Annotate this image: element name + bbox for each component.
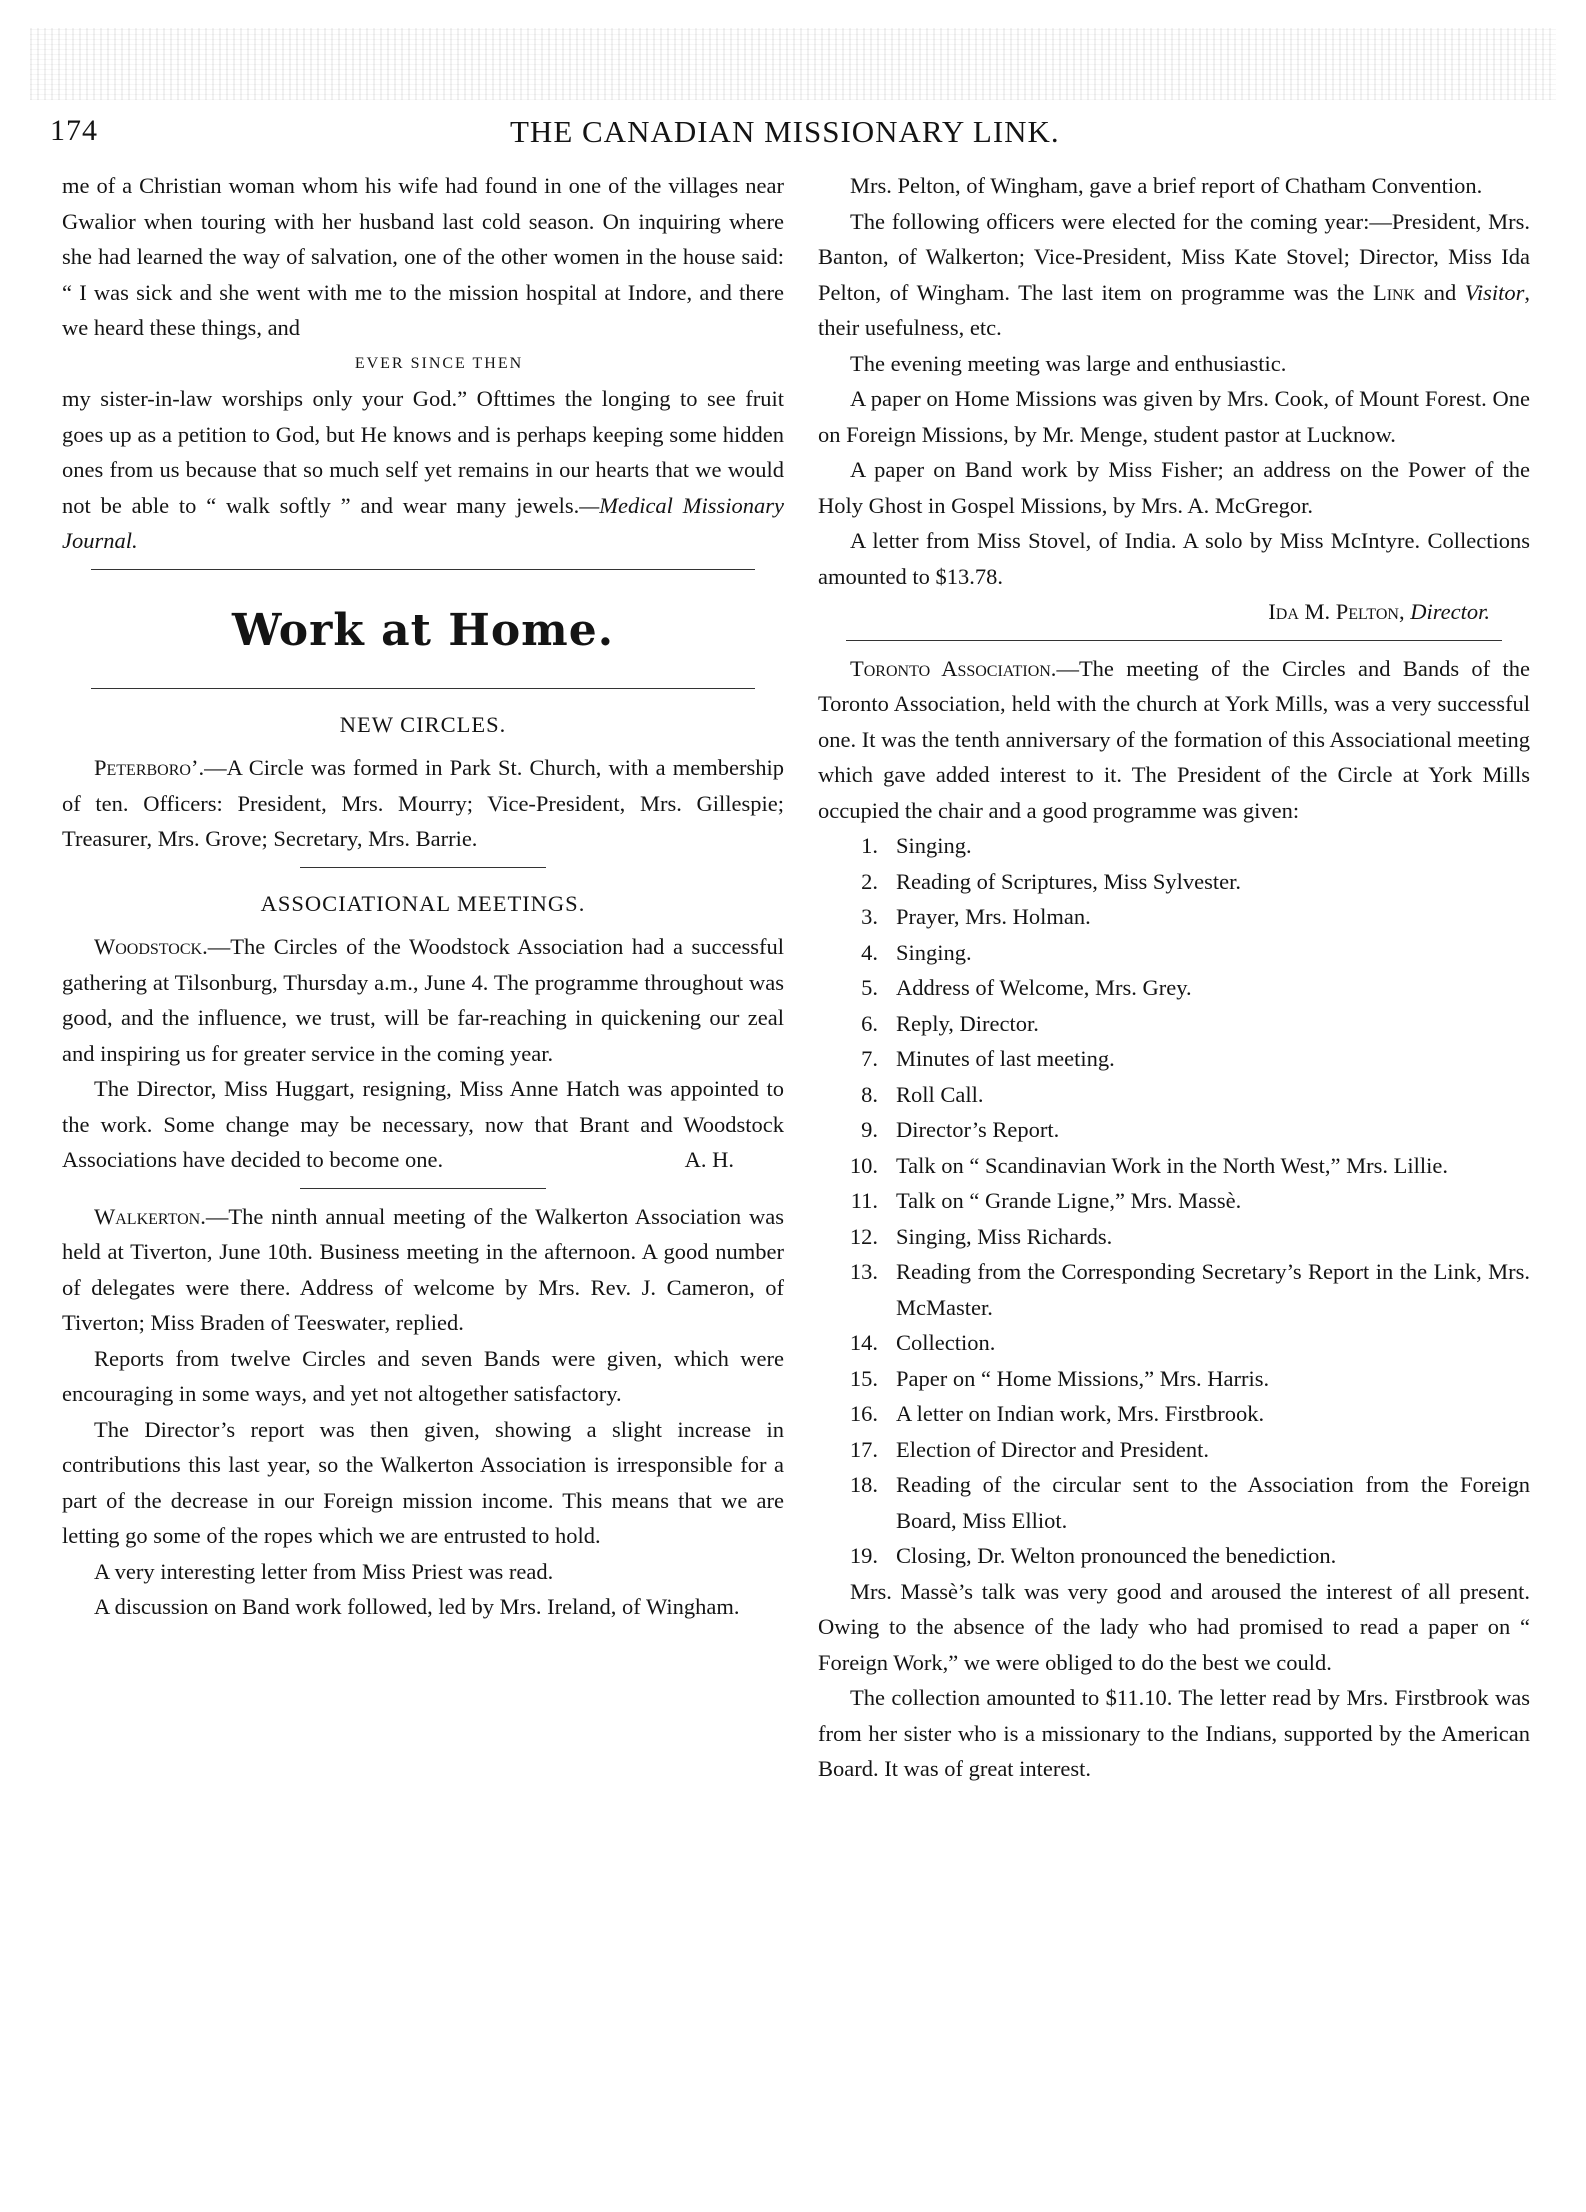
list-item-number: 6.: [861, 1010, 878, 1036]
intro-paragraph-1: me of a Christian woman whom his wife had found in one of the villages near Gwalior when touring with her husband last cold season. On inquiring where she had learned the way of salvation, one of the other women in the house said: “ I was sick and she went with me to the mission hospital at Indore, and there we heard these things, and: [62, 173, 784, 340]
peterboro-name: Peterboro’.: [94, 755, 205, 780]
list-item-text: Singing.: [896, 939, 972, 965]
right-paragraph-5: A paper on Band work by Miss Fisher; an address on the Power of the Holy Ghost in Gospel Missions, by Mrs. A. McGregor.: [818, 457, 1530, 518]
toronto-paragraph-1: [818, 651, 1530, 829]
list-item-text: Minutes of last meeting.: [896, 1046, 1115, 1071]
list-item-text: Reading of the circular sent to the Association from the Foreign Board, Miss Elliot.: [896, 1472, 1530, 1533]
director-signature: [818, 594, 1530, 630]
list-item-number: 1.: [861, 833, 878, 858]
list-item: [818, 1361, 1530, 1397]
list-item: [818, 1432, 1530, 1468]
right-paragraph-2a: The following officers were elected for the coming year:—President, Mrs. Banton, of Walkerton; Vice-President, Miss Kate Stovel; Director, Miss Ida Pelton, of Wingham. The last item on programme was the: [818, 208, 1530, 305]
list-item: [818, 1254, 1530, 1325]
list-item-text: Election of Director and President.: [896, 1436, 1210, 1462]
associational-meetings-heading: ASSOCIATIONAL MEETINGS.: [260, 890, 586, 916]
list-item: [818, 1538, 1530, 1574]
woodstock-text-1: —The Circles of the Woodstock Association had a successful gathering at Tilsonburg, Thursday a.m., June 4. The programme throughout was good, and the influence, we trust, will be far-reaching in quickening our zeal and inspiring us for greater service in the coming year.: [62, 934, 784, 1066]
intro-source: —Medical Missionary Journal.: [62, 492, 784, 553]
link-name: Link: [1372, 279, 1416, 305]
peterboro-paragraph: [62, 750, 784, 857]
right-column: [818, 168, 1530, 1787]
toronto-name: Toronto Association.: [850, 655, 1057, 681]
list-item-number: 15.: [849, 1365, 878, 1391]
list-item-number: 12.: [849, 1223, 878, 1249]
right-paragraph-6: A letter from Miss Stovel, of India. A solo by Miss McIntyre. Collections amounted to $13.78.: [818, 528, 1530, 589]
divider: [846, 640, 1501, 641]
list-item: [818, 899, 1530, 935]
divider: [91, 569, 755, 570]
list-item-number: 14.: [849, 1330, 878, 1355]
list-item-number: 11.: [850, 1188, 878, 1213]
right-paragraph-4: A paper on Home Missions was given by Mrs. Cook, of Mount Forest. One on Foreign Missions, by Mr. Menge, student pastor at Lucknow.: [818, 386, 1530, 447]
divider: [91, 688, 755, 689]
ever-since-heading: EVER SINCE THEN: [354, 354, 524, 372]
walkerton-paragraph-3: The Director’s report was then given, showing a slight increase in contributions this last year, so the Walkerton Association is irresponsible for a part of the decrease in our Foreign mission income. This means that we are letting go some of the ropes which we are entrusted to hold.: [62, 1416, 784, 1548]
list-item-number: 9.: [861, 1117, 878, 1142]
right-paragraph-2b: , their usefulness, etc.: [818, 279, 1530, 340]
list-item-number: 7.: [861, 1046, 878, 1071]
list-item-text: Reading of Scriptures, Miss Sylvester.: [896, 868, 1241, 894]
list-item: [818, 970, 1530, 1006]
right-paragraph-1: Mrs. Pelton, of Wingham, gave a brief report of Chatham Convention.: [850, 173, 1483, 198]
toronto-paragraph-2: Mrs. Massè’s talk was very good and aroused the interest of all present. Owing to the absence of the lady who had promised to read a paper on “ Foreign Work,” we were obliged to do the best we could.: [818, 1578, 1530, 1675]
right-paragraph-3: The evening meeting was large and enthusiastic.: [850, 350, 1287, 376]
list-item-text: Singing, Miss Richards.: [896, 1223, 1113, 1249]
woodstock-signature: A. H.: [684, 1147, 734, 1172]
peterboro-text: —A Circle was formed in Park St. Church, with a membership of ten. Officers: President, Mrs. Mourry; Vice-President, Mrs. Gillespie; Treasurer, Mrs. Grove; Secretary, Mrs. Barrie.: [62, 755, 784, 851]
list-item: [818, 935, 1530, 971]
divider: [300, 1188, 545, 1189]
list-item-text: Roll Call.: [896, 1081, 984, 1107]
signature-name: Ida M. Pelton,: [1268, 599, 1405, 624]
list-item-number: 8.: [861, 1081, 878, 1107]
list-item: [818, 864, 1530, 900]
list-item: [818, 1041, 1530, 1077]
walkerton-paragraph-1: [62, 1199, 784, 1341]
list-item-text: Collection.: [896, 1330, 996, 1355]
list-item: [818, 1396, 1530, 1432]
list-item-text: Reply, Director.: [896, 1010, 1039, 1036]
list-item: [818, 1006, 1530, 1042]
list-item-number: 4.: [861, 939, 878, 965]
list-item-number: 2.: [861, 868, 878, 894]
woodstock-paragraph-2: [62, 1071, 784, 1178]
new-circles-heading: NEW CIRCLES.: [339, 711, 507, 737]
toronto-text-1: —The meeting of the Circles and Bands of the Toronto Association, held with the church at York Mills, was a very successful one. It was the tenth anniversary of the formation of this Associational meeting which gave added interest to it. The President of the Circle at York Mills occupied the chair and a good programme was given:: [818, 655, 1530, 823]
scan-noise-band: [30, 28, 1556, 100]
list-item-number: 3.: [861, 904, 878, 929]
list-item-number: 17.: [849, 1436, 878, 1462]
left-column: [62, 168, 784, 1625]
list-item-number: 5.: [861, 975, 878, 1000]
list-item-text: A letter on Indian work, Mrs. Firstbrook.: [896, 1401, 1265, 1426]
list-item: [818, 1467, 1530, 1538]
walkerton-paragraph-4: A very interesting letter from Miss Priest was read.: [94, 1558, 554, 1584]
toronto-paragraph-3: The collection amounted to $11.10. The letter read by Mrs. Firstbrook was from her sister who is a missionary to the Indians, supported by the American Board. It was of great interest.: [818, 1685, 1530, 1781]
walkerton-paragraph-2: Reports from twelve Circles and seven Bands were given, which were encouraging in some ways, and yet not altogether satisfactory.: [62, 1345, 784, 1406]
list-item: [818, 1183, 1530, 1219]
woodstock-text-2: The Director, Miss Huggart, resigning, Miss Anne Hatch was appointed to the work. Some change may be necessary, now that Brant and Woodstock Associations have decided to become one.: [62, 1076, 784, 1172]
walkerton-paragraph-5: A discussion on Band work followed, led by Mrs. Ireland, of Wingham.: [94, 1594, 740, 1619]
list-item: [818, 1219, 1530, 1255]
walkerton-name: Walkerton.: [94, 1203, 206, 1229]
list-item-text: Closing, Dr. Welton pronounced the benediction.: [896, 1543, 1337, 1568]
page-header: [50, 112, 1550, 162]
intro-paragraph-2: [62, 381, 784, 559]
list-item: [818, 1112, 1530, 1148]
programme-list: [818, 828, 1530, 1574]
list-item-text: Prayer, Mrs. Holman.: [896, 904, 1091, 929]
list-item-number: 18.: [849, 1472, 878, 1497]
right-paragraph-2: [818, 204, 1530, 346]
woodstock-name: Woodstock.: [94, 934, 208, 959]
list-item-text: Director’s Report.: [896, 1117, 1060, 1142]
list-item: [818, 1148, 1530, 1184]
list-item-number: 16.: [849, 1401, 878, 1426]
list-item-number: 10.: [849, 1152, 878, 1178]
list-item-text: Talk on “ Grande Ligne,” Mrs. Massè.: [896, 1188, 1242, 1213]
visitor-name: Visitor: [1464, 279, 1525, 305]
list-item: [818, 828, 1530, 864]
list-item-text: Singing.: [896, 833, 972, 858]
list-item-text: Talk on “ Scandinavian Work in the North West,” Mrs. Lillie.: [896, 1152, 1448, 1178]
intro-paragraph-2-text: my sister-in-law worships only your God.” Ofttimes the longing to see fruit goes up as a petition to God, but He knows and is perhaps keeping some hidden ones from us because that so much self yet remains in our hearts that we would not be able to “ walk softly ” and wear many jewels.: [62, 386, 784, 518]
list-item-number: 13.: [849, 1259, 878, 1284]
list-item-text: Paper on “ Home Missions,” Mrs. Harris.: [896, 1365, 1270, 1391]
list-item-number: 19.: [849, 1543, 878, 1568]
woodstock-paragraph-1: [62, 929, 784, 1071]
divider: [300, 867, 545, 868]
section-title: Work at Home.: [231, 604, 615, 656]
list-item-text: Reading from the Corresponding Secretary’s Report in the Link, Mrs. McMaster.: [896, 1259, 1530, 1320]
journal-title: THE CANADIAN MISSIONARY LINK.: [510, 114, 1060, 149]
list-item: [818, 1325, 1530, 1361]
list-item: [818, 1077, 1530, 1113]
and-word: and: [1415, 279, 1465, 305]
list-item-text: Address of Welcome, Mrs. Grey.: [896, 975, 1192, 1000]
walkerton-text-1: —The ninth annual meeting of the Walkerton Association was held at Tiverton, June 10th. Business meeting in the afternoon. A good number of delegates were there. Address of welcome by Mrs. Rev. J. Cameron, of Tiverton; Miss Braden of Teeswater, replied.: [62, 1203, 784, 1335]
page-number: 174: [50, 114, 98, 147]
signature-title: Director.: [1410, 599, 1490, 624]
